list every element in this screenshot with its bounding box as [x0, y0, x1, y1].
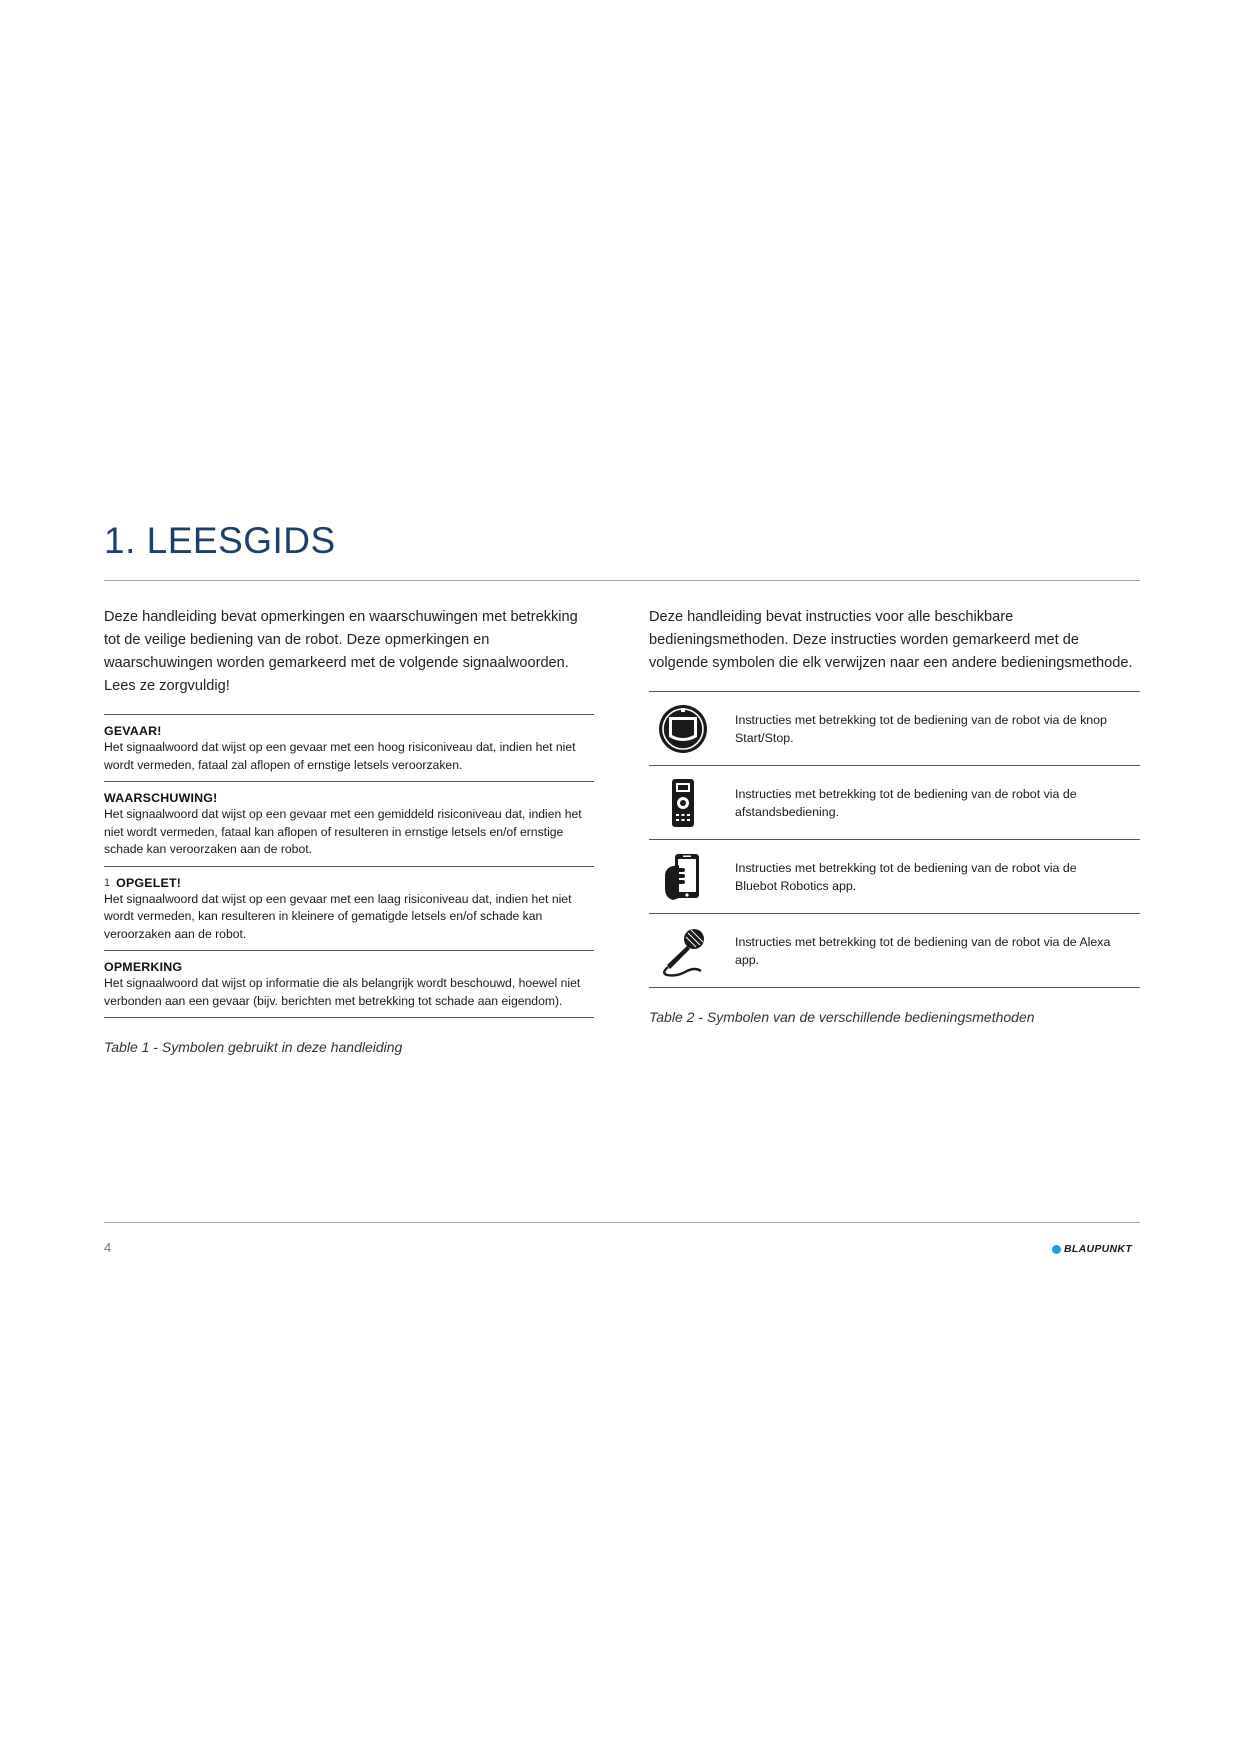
robot-vacuum-icon	[649, 699, 717, 759]
signal-title: WAARSCHUWING!	[104, 791, 218, 805]
signal-title: OPGELET!	[116, 875, 182, 890]
table-1-caption: Table 1 - Symbolen gebruikt in deze handleiding	[104, 1039, 403, 1055]
footer-divider	[104, 1222, 1140, 1223]
method-text: Instructies met betrekking tot de bediening van de robot via de knop Start/Stop.	[735, 712, 1107, 745]
brand-dot-icon	[1052, 1245, 1061, 1254]
remote-control-icon	[649, 773, 717, 833]
signal-body: Het signaalwoord dat wijst op een gevaar met een laag risiconiveau dat, indien het niet wordt vermeden, kan resulteren in kleinere of gematigde letsels en/of schade kan veroorzaken aan de robot.	[104, 891, 572, 941]
control-methods-column	[649, 606, 1140, 1025]
signal-title: GEVAAR!	[104, 724, 162, 738]
signal-words-column	[104, 606, 594, 1055]
method-start-stop	[649, 692, 1140, 765]
right-intro: Deze handleiding bevat instructies voor alle beschikbare bedieningsmethoden. Deze instructies worden gemarkeerd met de volgende symbolen die elk verwijzen naar een andere bedieningsmethode.	[649, 609, 1133, 671]
signal-note	[104, 951, 594, 1017]
left-intro: Deze handleiding bevat opmerkingen en waarschuwingen met betrekking tot de veilige bediening van de robot. Deze opmerkingen en waarschuwingen worden gemarkeerd met de volgende signaalwoorden. Lees ze zorgvuldig!	[104, 609, 578, 694]
page-title: 1. LEESGIDS	[104, 520, 336, 561]
footnote-marker: 1	[104, 876, 111, 889]
table-divider	[649, 987, 1140, 988]
signal-body: Het signaalwoord dat wijst op een gevaar met een hoog risiconiveau dat, indien het niet wordt vermeden, fataal zal aflopen of ernstige letsels veroorzaken.	[104, 740, 576, 772]
brand-logo	[1052, 1243, 1132, 1255]
microphone-icon	[649, 921, 717, 981]
signal-body: Het signaalwoord dat wijst op een gevaar met een gemiddeld risiconiveau dat, indien het niet wordt vermeden, fataal kan aflopen of resulteren in ernstige letsels en/of ernstige schade kan veroorzaken aan de robot.	[104, 807, 582, 856]
signal-body: Het signaalwoord dat wijst op informatie die als belangrijk wordt beschouwd, hoewel niet verbonden aan een gevaar (bijv. berichten met betrekking tot schade aan eigendom).	[104, 976, 581, 1008]
method-text: Instructies met betrekking tot de bediening van de robot via de afstandsbediening.	[735, 786, 1077, 819]
signal-title: OPMERKING	[104, 960, 183, 974]
method-alexa	[649, 914, 1140, 987]
table-2-caption: Table 2 - Symbolen van de verschillende bedieningsmethoden	[649, 1009, 1035, 1025]
page-number: 4	[104, 1240, 112, 1255]
smartphone-hand-icon	[649, 847, 717, 907]
method-app	[649, 840, 1140, 913]
method-remote	[649, 766, 1140, 839]
signal-warning	[104, 782, 594, 866]
method-text: Instructies met betrekking tot de bediening van de robot via de Bluebot Robotics app.	[735, 860, 1077, 893]
title-divider	[104, 580, 1140, 581]
method-text: Instructies met betrekking tot de bediening van de robot via de Alexa app.	[735, 934, 1111, 967]
brand-name: BLAUPUNKT	[1064, 1243, 1133, 1255]
signal-danger	[104, 715, 594, 781]
signal-caution	[104, 867, 594, 951]
table-divider	[104, 1017, 594, 1018]
